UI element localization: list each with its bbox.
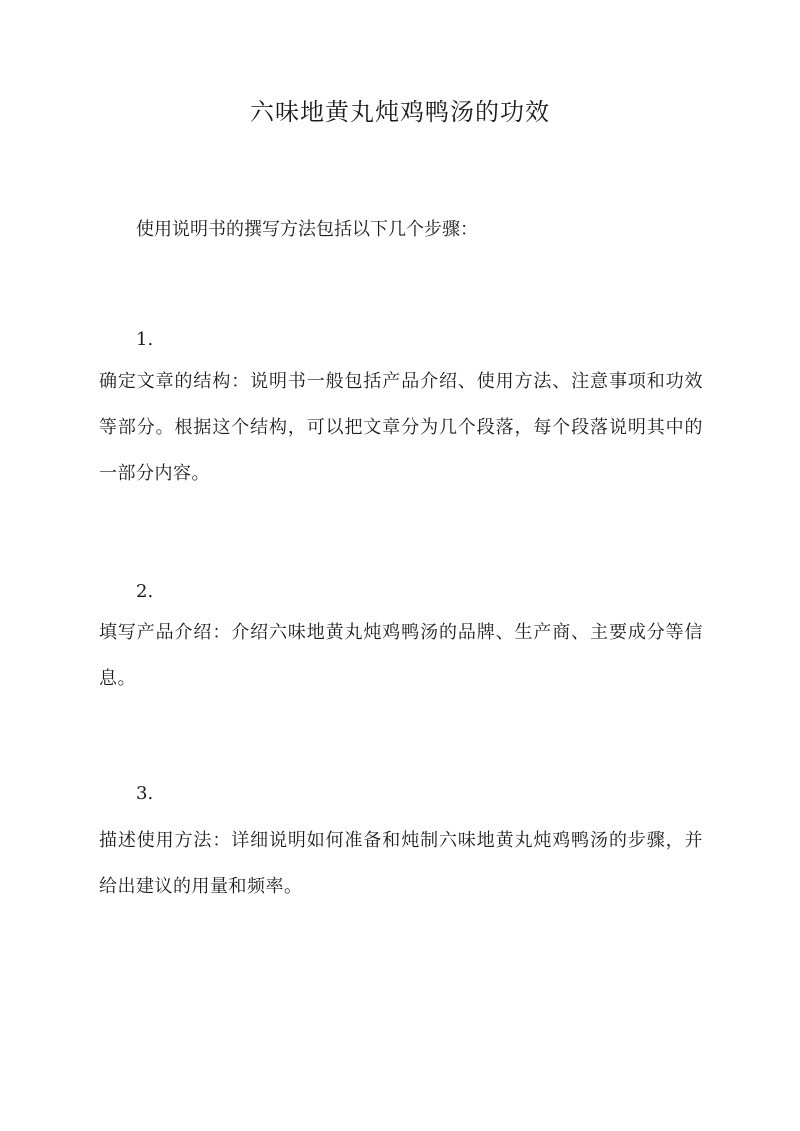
step-number-3: 3.: [136, 783, 154, 804]
step-number-1: 1.: [136, 329, 154, 350]
intro-paragraph: 使用说明书的撰写方法包括以下几个步骤：: [136, 219, 478, 240]
document-title: 六味地黄丸炖鸡鸭汤的功效: [250, 98, 550, 126]
step-text-1: 确定文章的结构：说明书一般包括产品介绍、使用方法、注意事项和功效等部分。根据这个结构，可以把文章分为几个段落，每个段落说明其中的一部分内容。: [99, 371, 703, 484]
step-text-3: 描述使用方法：详细说明如何准备和炖制六味地黄丸炖鸡鸭汤的步骤，并给出建议的用量和频率。: [99, 830, 703, 897]
step-text-2: 填写产品介绍：介绍六味地黄丸炖鸡鸭汤的品牌、生产商、主要成分等信息。: [99, 622, 703, 689]
step-number-2: 2.: [136, 581, 154, 602]
